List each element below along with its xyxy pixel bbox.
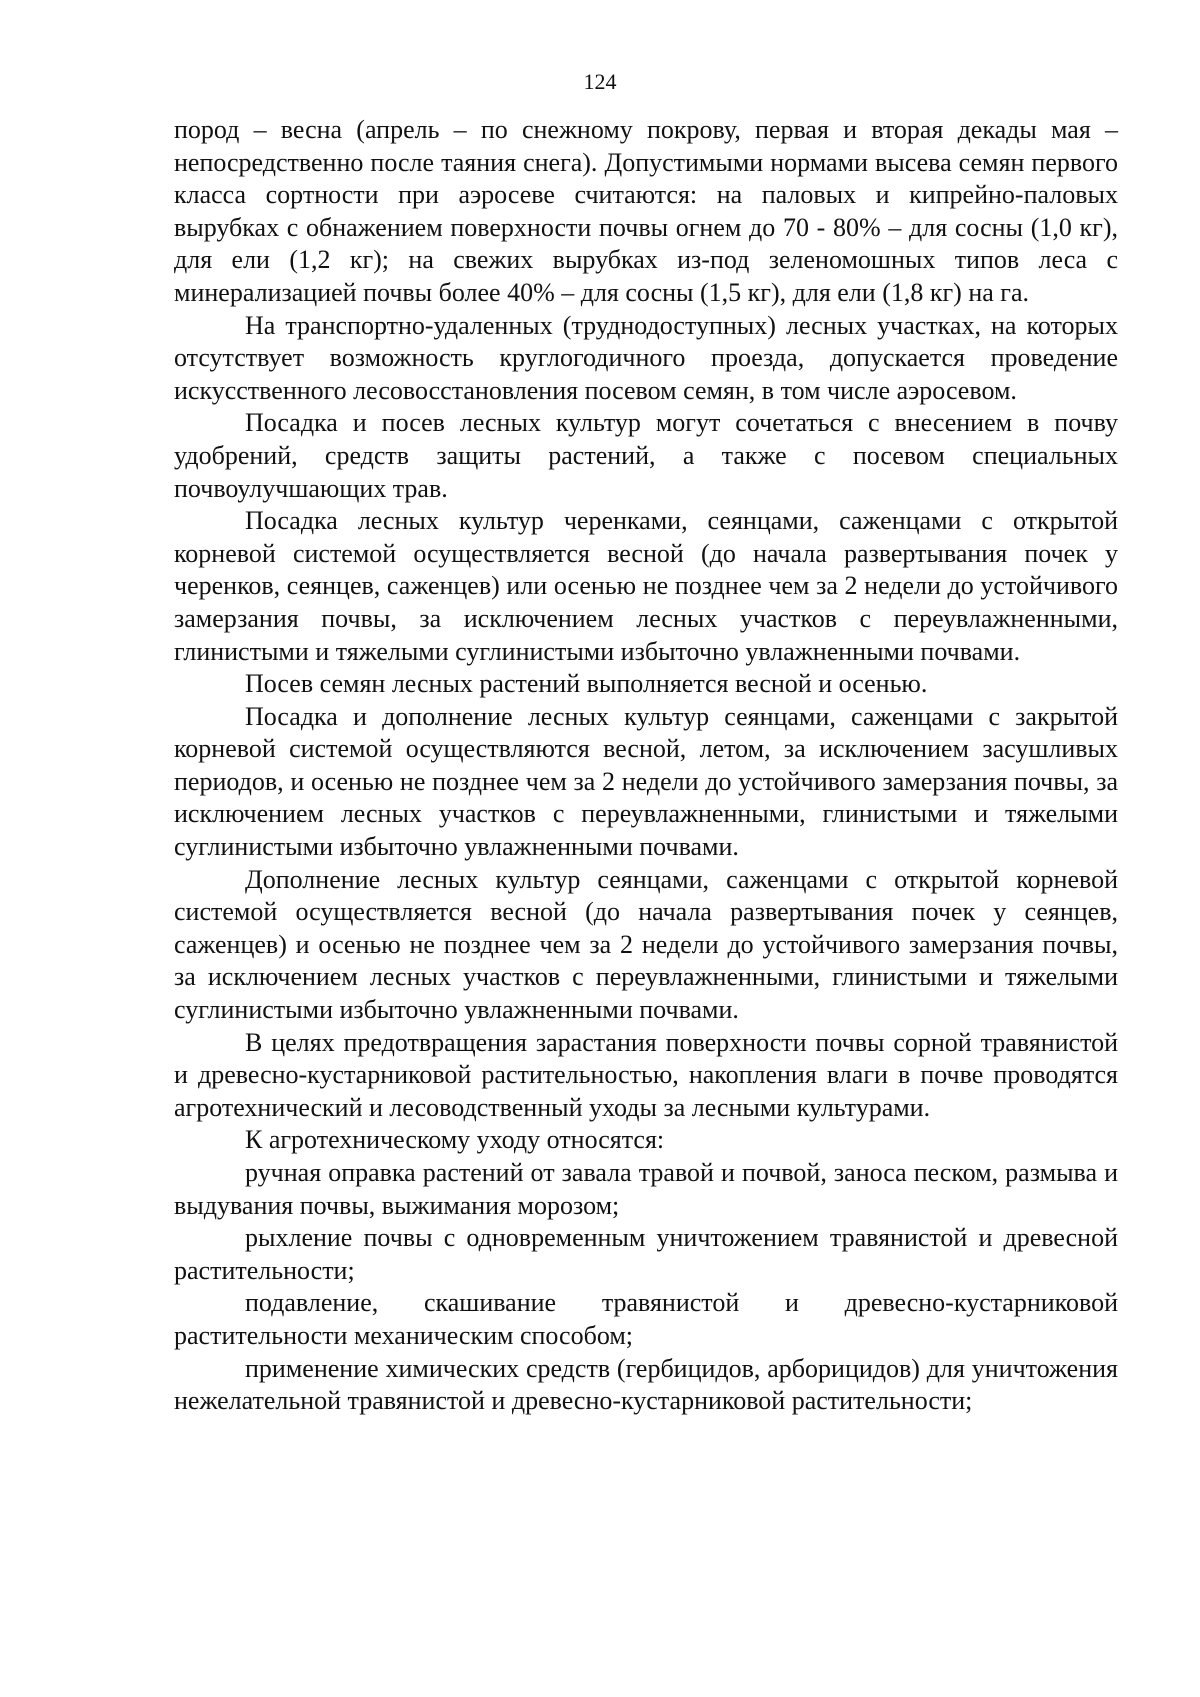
list-item-soil-loosening: рыхление почвы с одновременным уничтожением травянистой и древесной растительности; (174, 1223, 1118, 1285)
paragraph-remote-areas: На транспортно-удаленных (труднодоступных) лесных участках, на которых отсутствует возможность круглогодичного проезда, допускается проведение искусственного лесовосстановления посевом семян, в том числе аэросевом. (174, 310, 1118, 405)
document-body (174, 114, 1118, 1418)
paragraph-closed-root-planting: Посадка и дополнение лесных культур сеянцами, саженцами с закрытой корневой системой осуществляются весной, летом, за исключением засушливых периодов, и осенью не позднее чем за 2 недели до устойчивого замерзания почвы, за исключением лесных участков с переувлажненными, глинистыми и тяжелыми суглинистыми избыточно увлажненными почвами. (174, 701, 1118, 862)
list-item-manual-correction: ручная оправка растений от завала травой и почвой, заноса песком, размыва и выдувания почвы, выжимания морозом; (174, 1158, 1118, 1220)
page-number: 124 (583, 69, 617, 94)
paragraph-open-root-planting: Посадка лесных культур черенками, сеянцами, саженцами с открытой корневой системой осуществляется весной (до начала развертывания почек у черенков, сеянцев, саженцев) или осенью не позднее чем за 2 недели до устойчивого замерзания почвы, за исключением лесных участков с переувлажненными, глинистыми и тяжелыми суглинистыми избыточно увлажненными почвами. (174, 506, 1118, 666)
paragraph-weed-prevention: В целях предотвращения зарастания поверхности почвы сорной травянистой и древесно-кустарниковой растительностью, накопления влаги в почве проводятся агротехнический и лесоводственный уходы за лесными культурами. (174, 1027, 1118, 1122)
paragraph-seed-sowing: Посев семян лесных растений выполняется весной и осенью. (245, 669, 928, 699)
paragraph-fertilizers: Посадка и посев лесных культур могут сочетаться с внесением в почву удобрений, средств защиты растений, а также с посевом специальных почвоулучшающих трав. (174, 408, 1118, 503)
list-item-mechanical-mowing: подавление, скашивание травянистой и древесно-кустарниковой растительности механическим способом; (174, 1288, 1118, 1350)
list-item-chemical-treatment: применение химических средств (гербицидов, арборицидов) для уничтожения нежелательной травянистой и древесно-кустарниковой растительности; (174, 1353, 1118, 1416)
paragraph-open-root-supplement: Дополнение лесных культур сеянцами, саженцами с открытой корневой системой осуществляется весной (до начала развертывания почек у сеянцев, саженцев) и осенью не позднее чем за 2 недели до устойчивого замерзания почвы, за исключением лесных участков с переувлажненными, глинистыми и тяжелыми суглинистыми избыточно увлажненными почвами. (174, 864, 1118, 1025)
paragraph-agrotechnical-care-intro: К агротехническому уходу относятся: (245, 1125, 665, 1155)
paragraph-seeding-season: пород – весна (апрель – по снежному покрову, первая и вторая декады мая – непосредственно после таяния снега). Допустимыми нормами высева семян первого класса сортности при аэросеве считаются: на паловых и кипрейно-паловых вырубках с обнажением поверхности почвы огнем до 70 - 80% – для сосны (1,0 кг), для ели (1,2 кг); на свежих вырубках из-под зеленомошных типов леса с минерализацией почвы более 40% – для сосны (1,5 кг), для ели (1,8 кг) на га. (174, 115, 1118, 307)
